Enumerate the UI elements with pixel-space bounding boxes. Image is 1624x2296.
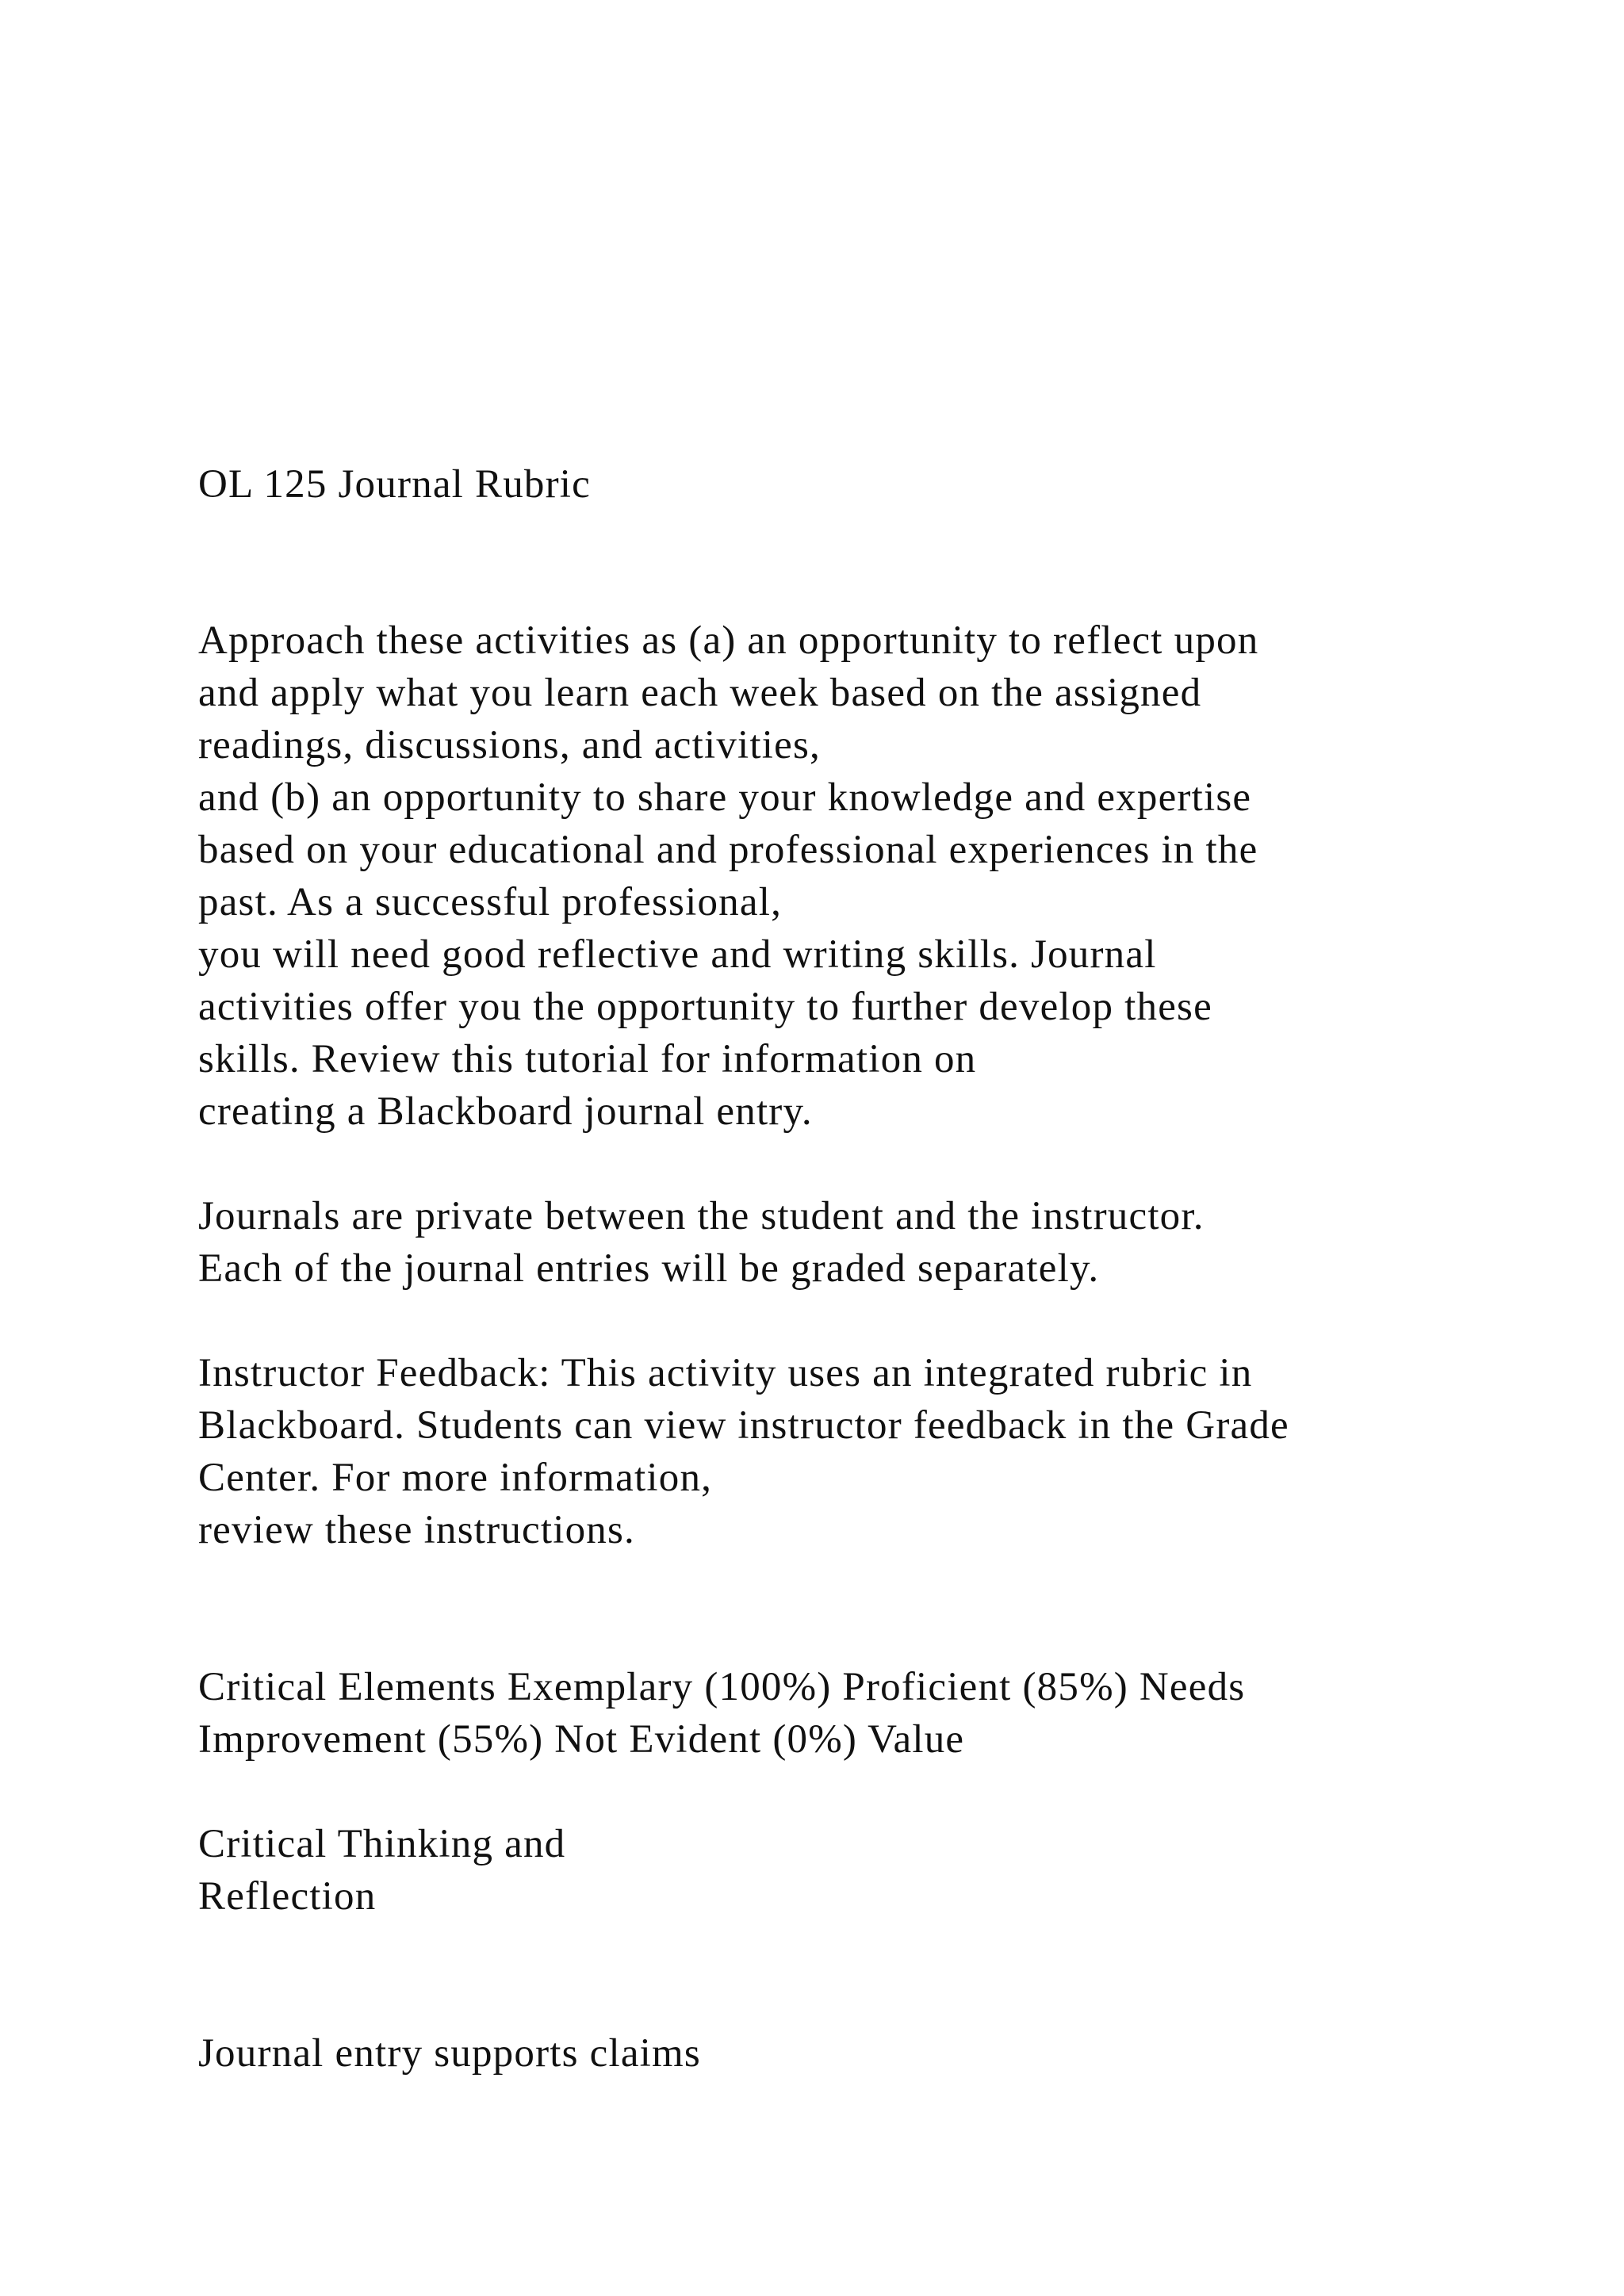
criterion-name-line: Critical Thinking and bbox=[198, 1822, 566, 1866]
feedback-line: review these instructions. bbox=[198, 1508, 635, 1552]
intro-line: creating a Blackboard journal entry. bbox=[198, 1089, 813, 1134]
privacy-line: Each of the journal entries will be graded separately. bbox=[198, 1246, 1100, 1291]
rubric-header-line: Improvement (55%) Not Evident (0%) Value bbox=[198, 1717, 965, 1762]
feedback-line: Blackboard. Students can view instructor feedback in the Grade bbox=[198, 1403, 1289, 1448]
intro-line: past. As a successful professional, bbox=[198, 880, 783, 924]
intro-line: and (b) an opportunity to share your knowledge and expertise bbox=[198, 775, 1252, 820]
criterion-description: Journal entry supports claims bbox=[198, 2031, 701, 2076]
intro-line: Approach these activities as (a) an opportunity to reflect upon bbox=[198, 618, 1259, 663]
intro-line: activities offer you the opportunity to further develop these bbox=[198, 985, 1212, 1029]
feedback-line: Center. For more information, bbox=[198, 1456, 713, 1500]
intro-line: and apply what you learn each week based on the assigned bbox=[198, 671, 1202, 715]
feedback-line: Instructor Feedback: This activity uses an integrated rubric in bbox=[198, 1351, 1253, 1395]
intro-line: readings, discussions, and activities, bbox=[198, 723, 821, 767]
intro-line: skills. Review this tutorial for information on bbox=[198, 1037, 977, 1081]
privacy-line: Journals are private between the student and the instructor. bbox=[198, 1194, 1205, 1238]
document-title: OL 125 Journal Rubric bbox=[198, 462, 591, 507]
intro-line: you will need good reflective and writing skills. Journal bbox=[198, 932, 1157, 977]
criterion-name-line: Reflection bbox=[198, 1874, 377, 1919]
intro-line: based on your educational and professional experiences in the bbox=[198, 828, 1258, 872]
rubric-header-line: Critical Elements Exemplary (100%) Proficient (85%) Needs bbox=[198, 1665, 1246, 1709]
